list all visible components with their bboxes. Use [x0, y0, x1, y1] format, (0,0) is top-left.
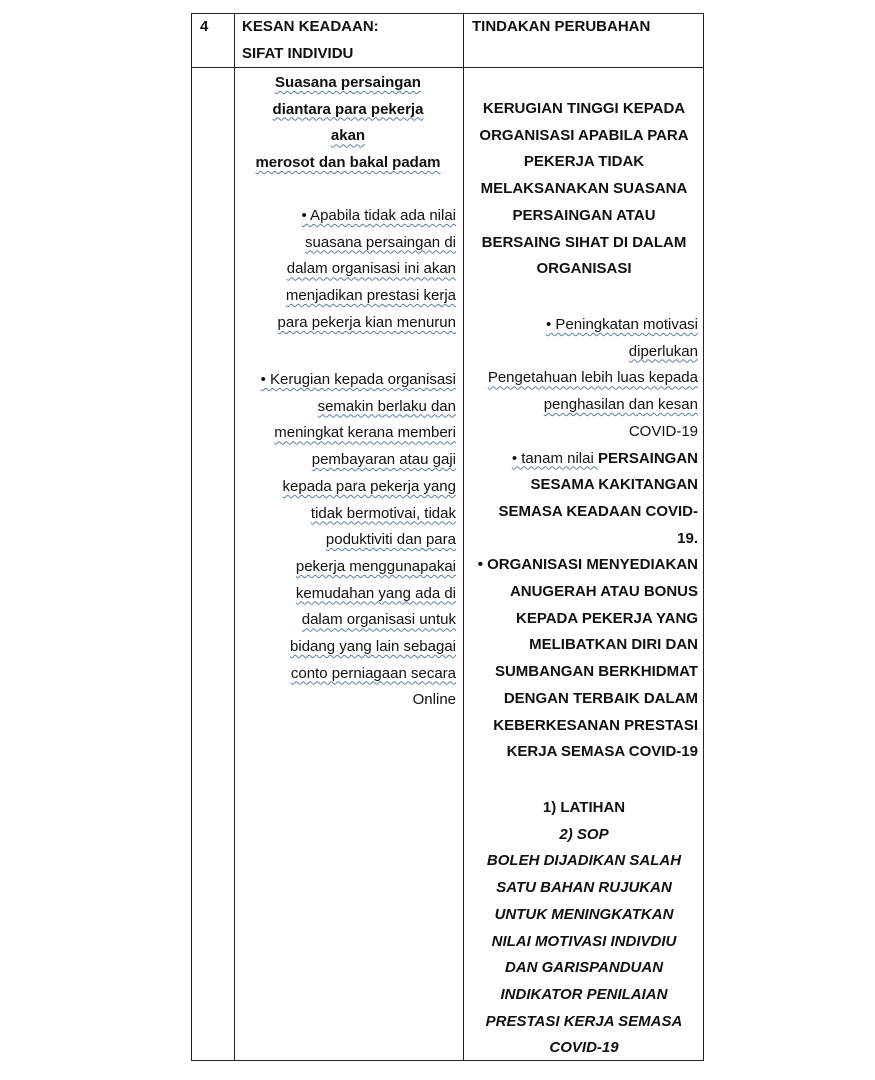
col3-title	[466, 96, 702, 283]
text-line: ORGANISASI APABILA PARA	[479, 126, 689, 144]
col3-sop-block	[466, 795, 702, 1062]
text-line: KEBERKESANAN PRESTASI	[493, 716, 698, 734]
col2-bullet-kerugian	[228, 367, 456, 714]
text-line: tidak bermotivai, tidak	[310, 504, 456, 522]
row-number: 4	[200, 18, 209, 35]
text-line: penghasilan dan kesan	[543, 396, 698, 414]
text-line: KERUGIAN TINGGI KEPADA	[482, 100, 686, 117]
text-line: DAN GARISPANDUAN	[504, 959, 664, 977]
text-line: SEMASA KEADAAN COVID-	[498, 502, 698, 520]
text-line: PERSAINGAN	[597, 449, 698, 467]
text-line: 1) LATIHAN	[542, 799, 626, 816]
text-line: 2) SOP	[559, 825, 609, 843]
text-line: KEPADA PEKERJA YANG	[516, 609, 698, 627]
text-line: ANUGERAH ATAU BONUS	[509, 583, 698, 601]
text-line: diperlukan	[628, 342, 698, 360]
text-line: bidang yang lain sebagai	[290, 638, 456, 656]
text-line: meningkat kerana memberi	[274, 424, 456, 442]
text-line: Suasana persaingan	[275, 74, 421, 91]
text-line: diantara para pekerja	[272, 100, 424, 118]
text-line: NILAI MOTIVASI INDIVDIU	[491, 932, 677, 950]
text-line: DENGAN TERBAIK DALAM	[503, 689, 698, 707]
text-line: pekerja menggunapakai	[295, 557, 456, 575]
text-line: dalam organisasi untuk	[301, 611, 456, 629]
text-line: • Peningkatan motivasi	[546, 316, 698, 333]
col2-title	[236, 70, 460, 177]
text-line: semakin berlaku dan	[317, 397, 456, 415]
text-line: PRESTASI KERJA SEMASA	[485, 1012, 683, 1030]
text-line: COVID-19	[549, 1039, 619, 1057]
text-line: • ORGANISASI MENYEDIAKAN	[477, 556, 698, 574]
text-line: Online	[412, 691, 456, 709]
text-line: MELIBATKAN DIRI DAN	[529, 636, 698, 654]
text-line: dalam organisasi ini akan	[286, 260, 456, 278]
text-line: UNTUK MENINGKATKAN	[494, 905, 674, 923]
text-line: suasana persaingan di	[305, 233, 456, 251]
text-line: kepada para pekerja yang	[282, 477, 456, 495]
header-col2-line: KESAN KEADAAN:	[242, 18, 379, 35]
column-divider-2	[463, 13, 464, 1061]
text-line: • Apabila tidak ada nilai	[301, 207, 456, 224]
text-line: para pekerja kian menurun	[277, 313, 456, 331]
text-line: 19.	[677, 529, 698, 547]
text-line: COVID-19	[628, 422, 698, 440]
text-line: poduktiviti dan para	[325, 531, 456, 549]
text-line: MELAKSANAKAN SUASANA	[480, 180, 688, 198]
text-line: kemudahan yang ada di	[295, 584, 456, 602]
text-line: akan	[330, 127, 366, 145]
header-col2-line: SIFAT INDIVIDU	[242, 44, 354, 62]
col2-bullet-prestasi	[236, 203, 456, 337]
text-line: ORGANISASI	[536, 260, 632, 278]
text-line: PERSAINGAN ATAU	[512, 206, 656, 224]
header-kesan-keadaan	[242, 14, 379, 67]
text-line: merosot dan bakal padam	[255, 154, 441, 172]
text-line: • Kerugian kepada organisasi	[260, 371, 456, 388]
text-line: • tanam nilai	[511, 449, 598, 467]
text-line: BERSAING SIHAT DI DALAM	[481, 233, 687, 251]
text-line: BOLEH DIJADIKAN SALAH	[486, 852, 682, 870]
text-line: menjadikan prestasi kerja	[285, 287, 456, 305]
text-line: PEKERJA TIDAK	[523, 153, 645, 171]
text-line: pembayaran atau gaji	[311, 451, 456, 469]
col3-actions	[466, 312, 698, 766]
text-line: SATU BAHAN RUJUKAN	[496, 879, 672, 897]
text-line: Pengetahuan lebih luas kepada	[487, 369, 698, 387]
text-line: conto perniagaan secara	[290, 664, 456, 682]
header-tindakan-perubahan: TINDAKAN PERUBAHAN	[472, 18, 651, 35]
text-line: KERJA SEMASA COVID-19	[506, 743, 698, 761]
text-line: INDIKATOR PENILAIAN	[500, 985, 668, 1003]
text-line: SUMBANGAN BERKHIDMAT	[494, 663, 698, 681]
text-line: SESAMA KAKITANGAN	[530, 476, 698, 494]
